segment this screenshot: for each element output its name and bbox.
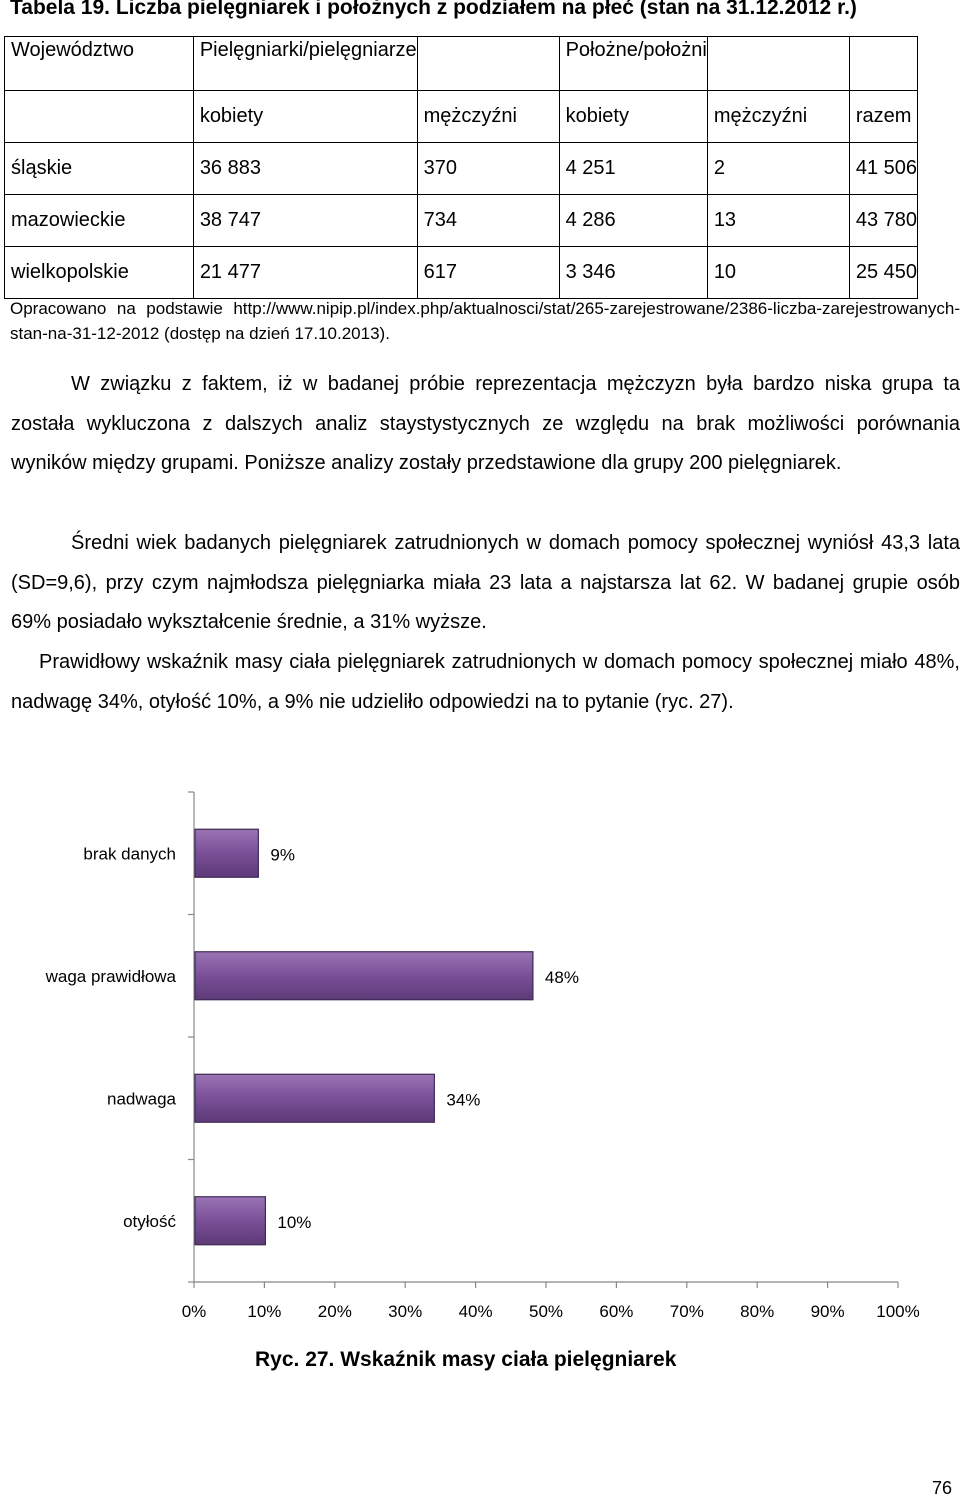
bar [195,829,258,877]
x-tick-label: 80% [740,1302,775,1321]
page-number: 76 [931,1478,952,1498]
table-cell: 21 477 [193,247,417,299]
x-tick-label: 100% [876,1302,920,1321]
x-tick-label: 40% [458,1302,493,1321]
paragraph-text: Prawidłowy wskaźnik masy ciała pielęgniarek zatrudnionych w domach pomocy społecznej miało 48%, nadwagę 34%, otyłość 10%, a 9% nie udzieliło odpowiedzi na to pytanie (ryc. 27). [11,651,960,713]
table-header-row [5,37,918,91]
subheader-cell: mężczyźni [417,91,559,143]
table-cell: 2 [707,143,849,195]
x-tick-label: 10% [247,1302,282,1321]
category-label: waga prawidłowa [45,966,176,986]
paragraph-text: Średni wiek badanych pielęgniarek zatrudnionych w domach pomocy społecznej wyniósł 43,3 lata (SD=9,6), przy czym najmłodsza pielęgniarka miała 23 lata a najstarsza lat 62. W badanej grupie osób 69% posiadało wykształcenie średnie, a 31% wyższe. [11,532,960,634]
table-cell: 10 [707,247,849,299]
table-cell: 4 286 [559,195,707,247]
table-subheader-row [5,91,918,143]
x-tick-label: 30% [388,1302,423,1321]
x-tick-label: 20% [317,1302,352,1321]
subheader-cell [5,91,194,143]
table-title: Tabela 19. Liczba pielęgniarek i położnych z podziałem na płeć (stan na 31.12.2012 r.) [10,0,857,19]
table-cell: 25 450 [849,247,917,299]
header-cell [707,37,849,91]
table-row [5,143,918,195]
bar [195,1197,265,1245]
paragraph-text: W związku z faktem, iż w badanej próbie reprezentacja mężczyzn była bardzo niska grupa ta została wykluczona z dalszych analiz staystystycznych ze względu na brak możliwości porównania wyników między grupami. Poniższe analizy zostały przedstawione dla grupy 200 pielęgniarek. [11,373,960,475]
table-cell: 36 883 [193,143,417,195]
table-cell: śląskie [5,143,194,195]
x-tick-label: 70% [669,1302,704,1321]
header-cell [417,37,559,91]
table-row [5,247,918,299]
subheader-cell: razem [849,91,917,143]
bar-value-label: 48% [544,967,579,987]
header-cell: Pielęgniarki/pielęgniarze [193,37,417,91]
paragraph [11,643,960,722]
table-cell: 617 [417,247,559,299]
x-tick-label: 50% [528,1302,564,1321]
category-label: otyłość [123,1211,176,1231]
header-cell [849,37,917,91]
table-cell: 41 506 [849,143,917,195]
source-note: Opracowano na podstawie http://www.nipip.pl/index.php/aktualnosci/stat/265-zarejestrowane/2386-liczba-zarejestrowanych-stan-na-31-12-2012 (dostęp na dzień 17.10.2013). [10,299,960,343]
category-label: nadwaga [106,1089,176,1109]
table-row [5,195,918,247]
bar-value-label: 9% [270,845,295,865]
table-cell: 13 [707,195,849,247]
header-cell: Położne/położni [559,37,707,91]
x-tick-label: 90% [810,1302,845,1321]
table-cell: 734 [417,195,559,247]
subheader-cell: mężczyźni [707,91,849,143]
table-cell: 4 251 [559,143,707,195]
nurses-table [4,36,918,299]
table-cell: mazowieckie [5,195,194,247]
x-tick-label: 60% [599,1302,634,1321]
x-tick-label: 0% [181,1302,207,1321]
bmi-bar-chart [0,780,960,1340]
table-cell: 370 [417,143,559,195]
figure-caption: Ryc. 27. Wskaźnik masy ciała pielęgniarek [255,1348,677,1371]
paragraph [11,365,960,484]
table-cell: wielkopolskie [5,247,194,299]
paragraph [11,524,960,643]
subheader-cell: kobiety [193,91,417,143]
bar-value-label: 34% [446,1090,481,1110]
bar-value-label: 10% [277,1212,312,1232]
bar [195,952,533,1000]
table-cell: 43 780 [849,195,917,247]
header-cell: Województwo [5,37,194,91]
category-label: brak danych [83,844,176,864]
table-cell: 3 346 [559,247,707,299]
subheader-cell: kobiety [559,91,707,143]
bar [195,1074,434,1122]
table-cell: 38 747 [193,195,417,247]
